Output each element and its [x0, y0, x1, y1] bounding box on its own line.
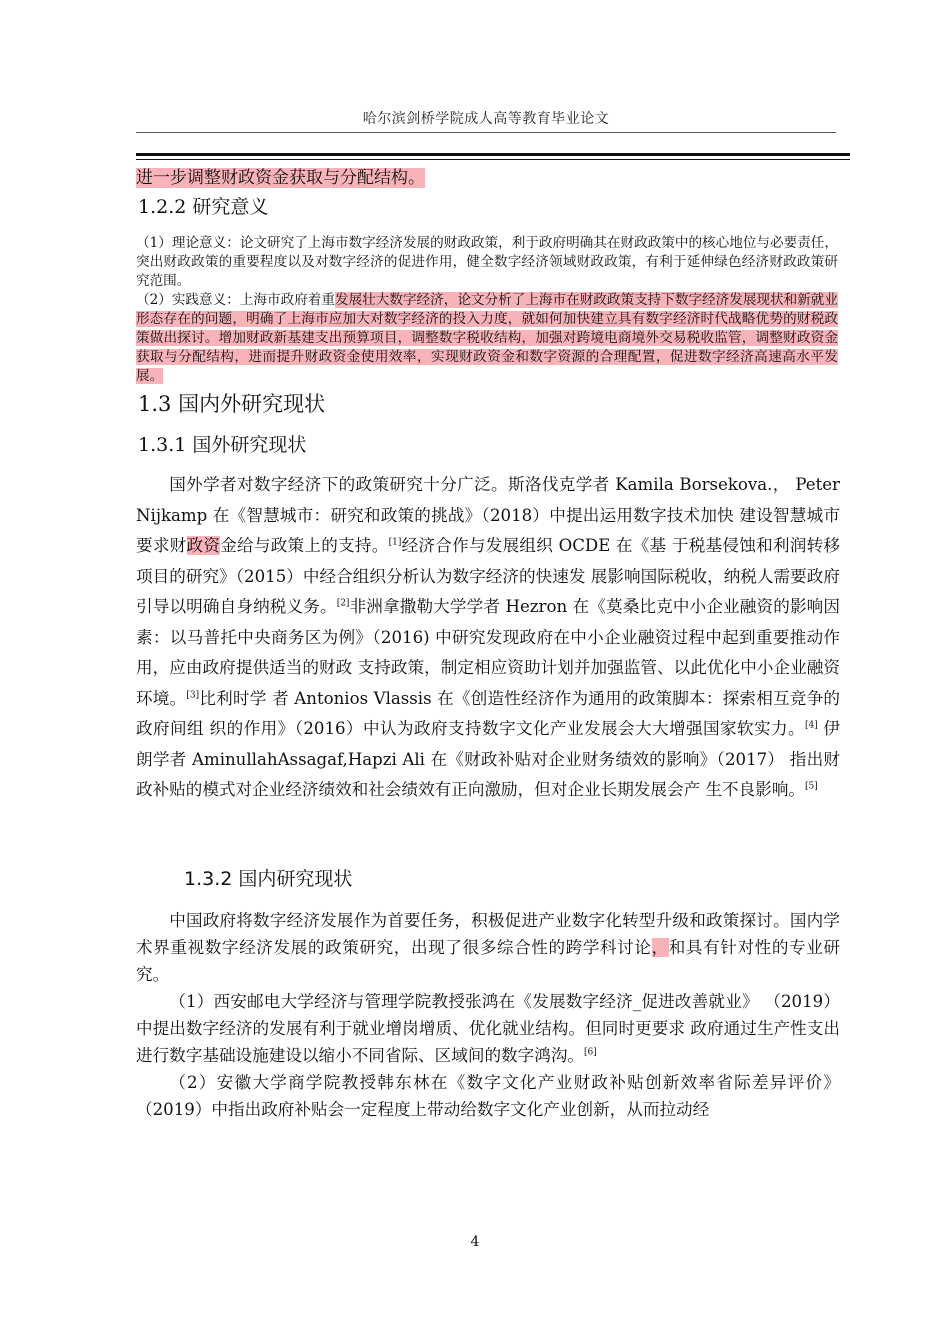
domestic-item-2: （2）安徽大学商学院教授韩东林在《数字文化产业财政补贴创新效率省际差异评价》（2019）中指出政府补贴会一定程度上带动给数字文化产业创新，从而拉动经	[136, 1073, 840, 1119]
significance-block	[136, 234, 838, 386]
domestic-research-body	[136, 907, 840, 1123]
section-heading-1-2-2: 1.2.2 研究意义	[138, 196, 269, 218]
section-heading-1-3-1: 1.3.1 国外研究现状	[138, 434, 307, 456]
paragraph-text: 伊朗学者 AminullahAssagaf,Hapzi Ali 在《财政补贴对企业财务绩效的影响》（2017） 指出财政补贴的模式对企业经济绩效和社会绩效有正向激励，但对企业长期发展会产 生不良影响。	[136, 719, 841, 799]
paragraph-text: 和具有针对性的专业研究。	[136, 938, 841, 984]
highlighted-text: 进一步调整财政资金获取与分配结构。	[136, 168, 425, 188]
citation-ref: [4]	[804, 720, 818, 731]
theory-significance: （1）理论意义：论文研究了上海市数字经济发展的财政政策，利于政府明确其在财政政策中的核心地位与必要责任，突出财政政策的重要程度以及对数字经济的促进作用，健全数字经济领域财政政策，有利于延伸绿色经济财政政策研究范围。	[136, 235, 838, 289]
paragraph-text: 比利时学 者 Antonios Vlassis 在《创造性经济作为通用的政策脚本：探索相互竞争的政府间组 织的作用》（2016）中认为政府支持数字文化产业发展会大大增强国家软实力。	[136, 688, 840, 738]
continued-line	[136, 166, 425, 190]
foreign-research-body	[136, 470, 840, 806]
running-header: 哈尔滨剑桥学院成人高等教育毕业论文	[362, 111, 610, 127]
section-heading-1-3-2: 1.3.2 国内研究现状	[184, 868, 353, 890]
highlighted-text: 发展壮大数字经济，论文分析了上海市在财政政策支持下数字经济发展现状和新就业形态存在的问题，明确了上海市应加大对数字经济的投入力度，就如何加快建立具有数字经济时代战略优势的财税政策做出探讨。增加财政新基建支出预算项目，调整数字税收结构，加强对跨境电商境外交易税收监管，调整财政资金获取与分配结构，进而提升财政资金使用效率，实现财政资金和数字资源的合理配置，促进数字经济高速高水平发展。	[136, 292, 838, 384]
highlighted-text: ，	[651, 938, 669, 957]
practice-significance	[136, 291, 838, 386]
paragraph-text: 中国政府将数字经济发展作为首要任务，积极促进产业数字化转型升级和政策探讨。国内学术界重视数字经济发展的政策研究，出现了很多综合性的跨学科讨论	[136, 911, 840, 957]
citation-ref: [2]	[336, 598, 350, 609]
double-rule-thin	[136, 159, 850, 160]
paragraph-text: 非洲拿撒勒大学学者 Hezron 在《莫桑比克中小企业融资的影响因素：以马普托中央商务区为例》（2016) 中研究发现政府在中小企业融资过程中起到重要推动作用，应由政府提供适当的财政 支持政策，制定相应资助计划并加强监管、以此优化中小企业融资环境。	[136, 597, 840, 708]
paragraph-text: 国外学者对数字经济下的政策研究十分广泛。斯洛伐克学者 Kamila Borsekova.， Peter Nijkamp 在《智慧城市：研究和政策的挑战》（2018）中提出运用数字技术加快 建设智慧城市要求财	[136, 475, 840, 555]
paragraph-text: 金给与政策上的支持。	[220, 536, 389, 555]
citation-ref: [5]	[805, 781, 818, 792]
header-rule	[136, 132, 836, 133]
page-number: 4	[470, 1234, 480, 1250]
double-rule-thick	[136, 153, 850, 156]
citation-ref: [3]	[186, 689, 200, 700]
citation-ref: [6]	[584, 1047, 597, 1058]
paragraph-text: （1）西安邮电大学经济与管理学院教授张鸿在《发展数字经济_促进改善就业》 （2019）中提出数字经济的发展有利于就业增岗增质、优化就业结构。但同时更要求 政府通过生产性支出进行数字基础设施建设以缩小不同省际、区域间的数字鸿沟。	[136, 992, 840, 1065]
highlighted-text: 政资	[186, 536, 221, 555]
paragraph-text: 经济合作与发展组织 OCDE 在《基 于税基侵蚀和利润转移项目的研究》（2015）中经合组织分析认为数字经济的快速发 展影响国际税收，纳税人需要政府引导以明确自身纳税义务。	[136, 536, 841, 616]
practice-text: （2）实践意义：上海市政府着重	[136, 292, 335, 308]
domestic-intro	[136, 907, 840, 988]
citation-ref: [1]	[388, 537, 402, 548]
foreign-paragraph	[136, 470, 840, 806]
section-heading-1-3: 1.3 国内外研究现状	[138, 392, 326, 416]
domestic-item-1	[136, 988, 840, 1069]
